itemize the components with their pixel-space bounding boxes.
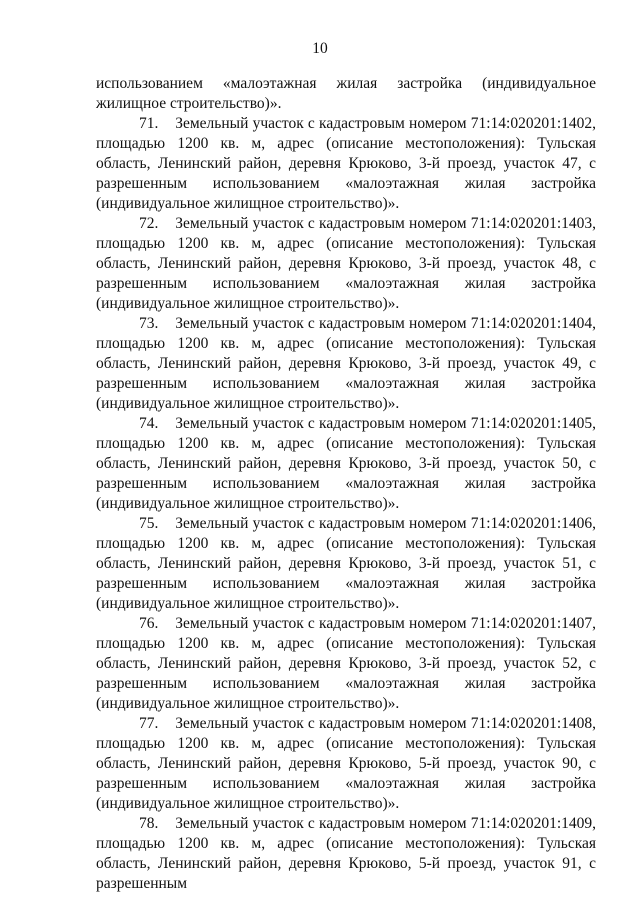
item-text: Земельный участок с кадастровым номером 71:14:020201:1408, площадью 1200 кв. м, адрес (описание местоположения): Тульская область, Ленинский район, деревня Крюково, 5-й проезд, участок 90, с разрешенным использованием «малоэтажная жилая застройка (индивидуальное жилищное строительство)». [96, 715, 597, 812]
item-text: Земельный участок с кадастровым номером 71:14:020201:1405, площадью 1200 кв. м, адрес (описание местоположения): Тульская область, Ленинский район, деревня Крюково, 3-й проезд, участок 50, с разрешенным использованием «малоэтажная жилая застройка (индивидуальное жилищное строительство)». [96, 415, 597, 512]
item-number: 71. [139, 115, 159, 132]
item-number: 73. [139, 315, 159, 332]
list-item [96, 214, 596, 314]
item-text: Земельный участок с кадастровым номером 71:14:020201:1409, площадью 1200 кв. м, адрес (описание местоположения): Тульская область, Ленинский район, деревня Крюково, 5-й проезд, участок 91, с разрешенным [96, 815, 597, 892]
item-text: Земельный участок с кадастровым номером 71:14:020201:1407, площадью 1200 кв. м, адрес (описание местоположения): Тульская область, Ленинский район, деревня Крюково, 3-й проезд, участок 52, с разрешенным использованием «малоэтажная жилая застройка (индивидуальное жилищное строительство)». [96, 615, 597, 712]
list-item [96, 114, 596, 214]
list-item [96, 814, 596, 894]
list-item [96, 514, 596, 614]
item-number: 76. [139, 615, 159, 632]
list-item [96, 614, 596, 714]
list-item [96, 314, 596, 414]
page-number: 10 [312, 40, 328, 57]
item-text: Земельный участок с кадастровым номером 71:14:020201:1406, площадью 1200 кв. м, адрес (описание местоположения): Тульская область, Ленинский район, деревня Крюково, 3-й проезд, участок 51, с разрешенным использованием «малоэтажная жилая застройка (индивидуальное жилищное строительство)». [96, 515, 597, 612]
list-item [96, 414, 596, 514]
item-text: Земельный участок с кадастровым номером 71:14:020201:1404, площадью 1200 кв. м, адрес (описание местоположения): Тульская область, Ленинский район, деревня Крюково, 3-й проезд, участок 49, с разрешенным использованием «малоэтажная жилая застройка (индивидуальное жилищное строительство)». [96, 315, 597, 412]
item-text: Земельный участок с кадастровым номером 71:14:020201:1402, площадью 1200 кв. м, адрес (описание местоположения): Тульская область, Ленинский район, деревня Крюково, 3-й проезд, участок 47, с разрешенным использованием «малоэтажная жилая застройка (индивидуальное жилищное строительство)». [96, 115, 597, 212]
document-body [96, 74, 596, 894]
list-item [96, 714, 596, 814]
item-number: 77. [139, 715, 159, 732]
item-text: Земельный участок с кадастровым номером 71:14:020201:1403, площадью 1200 кв. м, адрес (описание местоположения): Тульская область, Ленинский район, деревня Крюково, 3-й проезд, участок 48, с разрешенным использованием «малоэтажная жилая застройка (индивидуальное жилищное строительство)». [96, 215, 597, 312]
item-number: 72. [139, 215, 159, 232]
item-number: 78. [139, 815, 159, 832]
continuation-paragraph: использованием «малоэтажная жилая застройка (индивидуальное жилищное строительство)». [96, 75, 596, 112]
item-number: 75. [139, 515, 159, 532]
item-number: 74. [139, 415, 159, 432]
